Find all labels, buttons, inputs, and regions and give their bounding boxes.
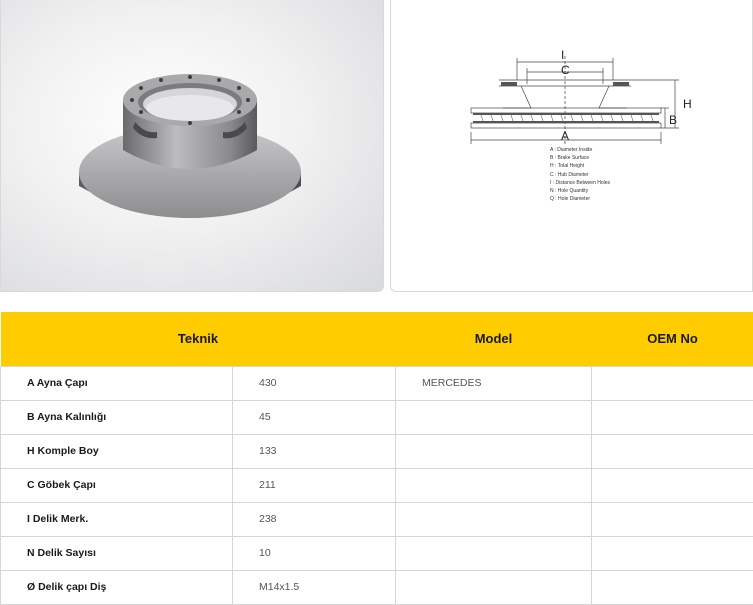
header-model: Model bbox=[396, 312, 592, 366]
model-cell bbox=[396, 536, 592, 570]
spec-label: N Delik Sayısı bbox=[1, 536, 233, 570]
spec-value: 238 bbox=[233, 502, 396, 536]
dim-label-b: B bbox=[669, 113, 678, 127]
spec-label: Ø Delik çapı Diş bbox=[1, 570, 233, 604]
dim-label-c: C bbox=[561, 63, 570, 77]
model-cell: MERCEDES bbox=[396, 366, 592, 400]
legend-item: C : Hub Diameter bbox=[550, 171, 589, 178]
table-row bbox=[1, 366, 753, 400]
model-cell bbox=[396, 400, 592, 434]
legend-item: N : Hole Quantity bbox=[550, 188, 589, 195]
header-teknik: Teknik bbox=[1, 312, 396, 366]
spec-value: 211 bbox=[233, 468, 396, 502]
dim-label-h: H bbox=[683, 97, 692, 111]
oem-cell bbox=[592, 366, 753, 400]
legend-item: I : Distance Between Holes bbox=[550, 179, 611, 186]
spec-value: 430 bbox=[233, 366, 396, 400]
spec-value: M14x1.5 bbox=[233, 570, 396, 604]
spec-value: 10 bbox=[233, 536, 396, 570]
spec-label: A Ayna Çapı bbox=[1, 366, 233, 400]
table-row bbox=[1, 502, 753, 536]
model-cell bbox=[396, 434, 592, 468]
oem-cell bbox=[592, 536, 753, 570]
model-cell bbox=[396, 468, 592, 502]
dim-label-a: A bbox=[561, 129, 570, 143]
header-oem-no: OEM No bbox=[592, 312, 753, 366]
model-cell bbox=[396, 570, 592, 604]
oem-cell bbox=[592, 468, 753, 502]
table-row bbox=[1, 536, 753, 570]
legend-item: H : Total Height bbox=[550, 163, 585, 170]
spec-value: 45 bbox=[233, 400, 396, 434]
oem-cell bbox=[592, 570, 753, 604]
table-row bbox=[1, 570, 753, 604]
spec-table bbox=[0, 312, 753, 605]
technical-diagram bbox=[390, 0, 753, 292]
legend-item: Q : Hole Diameter bbox=[550, 196, 591, 203]
table-row bbox=[1, 400, 753, 434]
legend-item: B : Brake Surface bbox=[550, 155, 590, 162]
dim-label-i: I bbox=[561, 48, 565, 62]
oem-cell bbox=[592, 502, 753, 536]
table-row bbox=[1, 468, 753, 502]
product-photo bbox=[0, 0, 384, 292]
table-row bbox=[1, 434, 753, 468]
legend-item: A : Diameter Inside bbox=[550, 147, 593, 153]
brake-disc-image bbox=[1, 0, 384, 292]
oem-cell bbox=[592, 400, 753, 434]
spec-label: B Ayna Kalınlığı bbox=[1, 400, 233, 434]
spec-label: C Göbek Çapı bbox=[1, 468, 233, 502]
spec-label: I Delik Merk. bbox=[1, 502, 233, 536]
diagram-legend bbox=[550, 146, 610, 203]
spec-label: H Komple Boy bbox=[1, 434, 233, 468]
model-cell bbox=[396, 502, 592, 536]
oem-cell bbox=[592, 434, 753, 468]
spec-value: 133 bbox=[233, 434, 396, 468]
table-header-row bbox=[1, 312, 753, 366]
